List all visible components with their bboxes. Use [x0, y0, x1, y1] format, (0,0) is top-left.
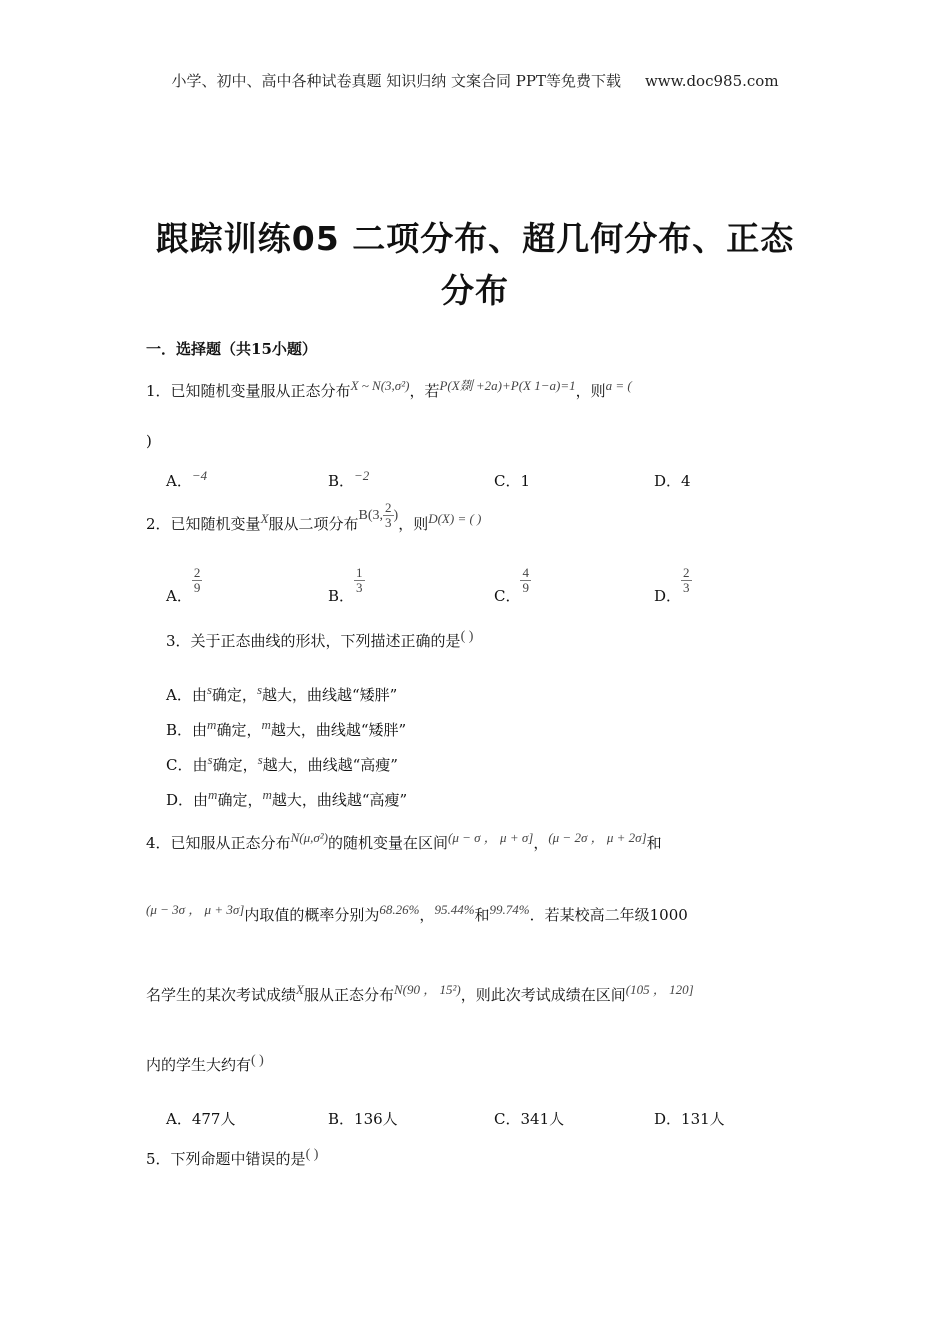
option-value: 341人 [520, 1110, 565, 1128]
fraction-denominator: 3 [683, 580, 690, 595]
option-text: 确定， [216, 721, 262, 739]
fraction-numerator: 2 [683, 565, 690, 580]
option-value: 1 [520, 472, 531, 490]
math-part: ) [393, 508, 399, 523]
question-number: 4． [146, 834, 171, 852]
option-d[interactable] [166, 789, 407, 810]
page-header [0, 70, 950, 91]
header-site[interactable]: www.doc985.com [644, 72, 779, 90]
document-title-line2: 分布 [441, 271, 509, 310]
question-text: 关于正态曲线的形状，下列描述正确的是 [190, 632, 461, 650]
fraction [520, 566, 531, 595]
fraction-denominator: 3 [385, 515, 392, 531]
fraction-denominator: 9 [193, 580, 201, 595]
question-text: ， [419, 906, 435, 924]
option-text: 越大，曲线越“高瘦” [271, 791, 408, 809]
math-var: m [262, 787, 272, 802]
math-expr: a = ( [605, 378, 632, 393]
option-c[interactable] [494, 470, 530, 491]
question-4-line2 [146, 904, 688, 925]
math-expr: (μ − σ ， μ + σ] [448, 830, 534, 845]
question-4-line4 [146, 1054, 264, 1075]
question-text: ，则 [575, 382, 606, 400]
math-var: s [206, 682, 212, 697]
option-text: 由 [192, 756, 208, 774]
question-text: 已知随机变量 [170, 515, 261, 533]
option-c[interactable] [494, 1108, 564, 1129]
fraction [681, 566, 692, 595]
option-value: 136人 [354, 1110, 398, 1128]
question-text: ，则 [398, 515, 429, 533]
math-expr: X [260, 511, 269, 526]
option-b[interactable] [328, 565, 365, 605]
option-label: A． [166, 1110, 192, 1128]
option-d[interactable] [654, 565, 692, 605]
math-expr: (μ − 2σ ， μ + 2σ] [548, 830, 647, 845]
question-1-close: ) [146, 432, 152, 450]
document-title-line1: 跟踪训练05 二项分布、超几何分布、正态 [155, 219, 795, 258]
option-d[interactable] [654, 1108, 725, 1129]
option-b[interactable] [328, 1108, 398, 1129]
question-text: 已知服从正态分布 [170, 834, 291, 852]
math-var: m [261, 717, 271, 732]
fraction [354, 566, 365, 595]
option-a[interactable] [166, 1108, 235, 1129]
option-value: 4 [681, 472, 691, 490]
math-part: B(3, [358, 508, 384, 523]
math-var: s [256, 682, 262, 697]
fraction-denominator: 3 [356, 580, 363, 595]
option-text: 由 [192, 721, 208, 739]
question-text: 内的学生大约有 [146, 1056, 252, 1074]
question-text: 和 [474, 906, 490, 924]
math-expr: N(90 ， 15²) [393, 982, 461, 997]
math-var: m [207, 717, 217, 732]
option-label: B． [328, 1110, 355, 1128]
answer-blank: ( ) [460, 629, 474, 644]
math-var: m [208, 787, 218, 802]
answer-blank: ( ) [305, 1147, 319, 1162]
option-label: B． [328, 472, 355, 490]
question-number: 1． [146, 382, 171, 400]
option-text: 由 [191, 686, 207, 704]
question-text: ．若某校高二年级1000 [529, 906, 688, 924]
question-number: 5． [146, 1150, 171, 1168]
fraction [192, 566, 203, 595]
fraction [383, 501, 394, 530]
option-text: 越大，曲线越“矮胖” [270, 721, 407, 739]
header-text: 小学、初中、高中各种试卷真题 知识归纳 文案合同 PPT等免费下载 [171, 72, 621, 90]
option-a[interactable] [166, 470, 207, 491]
option-text: 由 [193, 791, 209, 809]
math-expr: N(μ,σ²) [290, 830, 328, 845]
question-text: 已知随机变量服从正态分布 [170, 382, 351, 400]
math-expr [358, 500, 399, 531]
option-value: −4 [191, 468, 208, 483]
question-text: 名学生的某次考试成绩 [146, 986, 297, 1004]
question-number: 3． [166, 632, 191, 650]
question-1 [146, 380, 632, 401]
option-label: B． [166, 721, 193, 739]
section-heading: 一．选择题（共15小题） [146, 340, 317, 358]
math-var: s [207, 752, 213, 767]
math-expr: 99.74% [489, 902, 530, 917]
math-expr: 68.26% [379, 902, 420, 917]
question-text: ，若 [409, 382, 440, 400]
question-4-line1 [146, 832, 662, 853]
option-text: 越大，曲线越“矮胖” [262, 686, 398, 704]
question-text: 服从正态分布 [303, 986, 394, 1004]
option-b[interactable] [328, 470, 369, 491]
question-text: 下列命题中错误的是 [170, 1150, 306, 1168]
fraction-denominator: 9 [522, 580, 529, 595]
math-var: s [257, 752, 263, 767]
option-label: C． [494, 472, 521, 490]
option-b[interactable] [166, 719, 406, 740]
math-expr: (μ − 3σ ， μ + 3σ] [146, 902, 245, 917]
option-label: D． [166, 791, 194, 809]
question-text: 服从二项分布 [268, 515, 359, 533]
option-a[interactable] [166, 684, 397, 705]
option-text: 确定， [217, 791, 263, 809]
option-label: C． [494, 1110, 521, 1128]
math-expr: X ~ N(3,σ²) [350, 378, 410, 393]
math-expr: P(X剟 +2a)+P(X 1−a)=1 [439, 378, 576, 393]
question-3 [166, 630, 473, 651]
math-expr: 95.44% [434, 902, 475, 917]
question-text: 内取值的概率分别为 [244, 906, 380, 924]
question-number: 2． [146, 515, 171, 533]
option-label: C． [494, 586, 521, 605]
option-label: A． [166, 472, 192, 490]
option-label: D． [654, 586, 682, 605]
option-c[interactable] [494, 565, 531, 605]
option-label: A． [166, 586, 192, 605]
fraction-numerator: 1 [356, 565, 363, 580]
question-2 [146, 500, 482, 540]
question-text: ， [533, 834, 549, 852]
option-a[interactable] [166, 565, 202, 605]
question-5 [146, 1148, 318, 1169]
question-text: ，则此次考试成绩在区间 [460, 986, 626, 1004]
option-label: C． [166, 756, 193, 774]
option-label: D． [654, 472, 682, 490]
fraction-numerator: 2 [385, 500, 392, 516]
option-text: 确定， [211, 686, 257, 704]
option-text: 越大，曲线越“高瘦” [262, 756, 398, 774]
question-text: 和 [646, 834, 662, 852]
option-label: B． [328, 586, 355, 605]
math-expr: D(X) = ( ) [428, 511, 482, 526]
option-value: −2 [354, 468, 370, 483]
answer-blank: ( ) [251, 1053, 264, 1068]
fraction-numerator: 4 [522, 565, 529, 580]
fraction-numerator: 2 [193, 565, 201, 580]
question-text: 的随机变量在区间 [327, 834, 448, 852]
option-c[interactable] [166, 754, 398, 775]
option-label: D． [654, 1110, 682, 1128]
option-text: 确定， [212, 756, 258, 774]
option-value: 477人 [191, 1110, 236, 1128]
math-var: X [296, 982, 304, 997]
option-value: 131人 [681, 1110, 725, 1128]
math-expr: (105 ， 120] [625, 982, 694, 997]
option-label: A． [166, 686, 192, 704]
question-4-line3 [146, 984, 694, 1005]
option-d[interactable] [654, 470, 691, 491]
